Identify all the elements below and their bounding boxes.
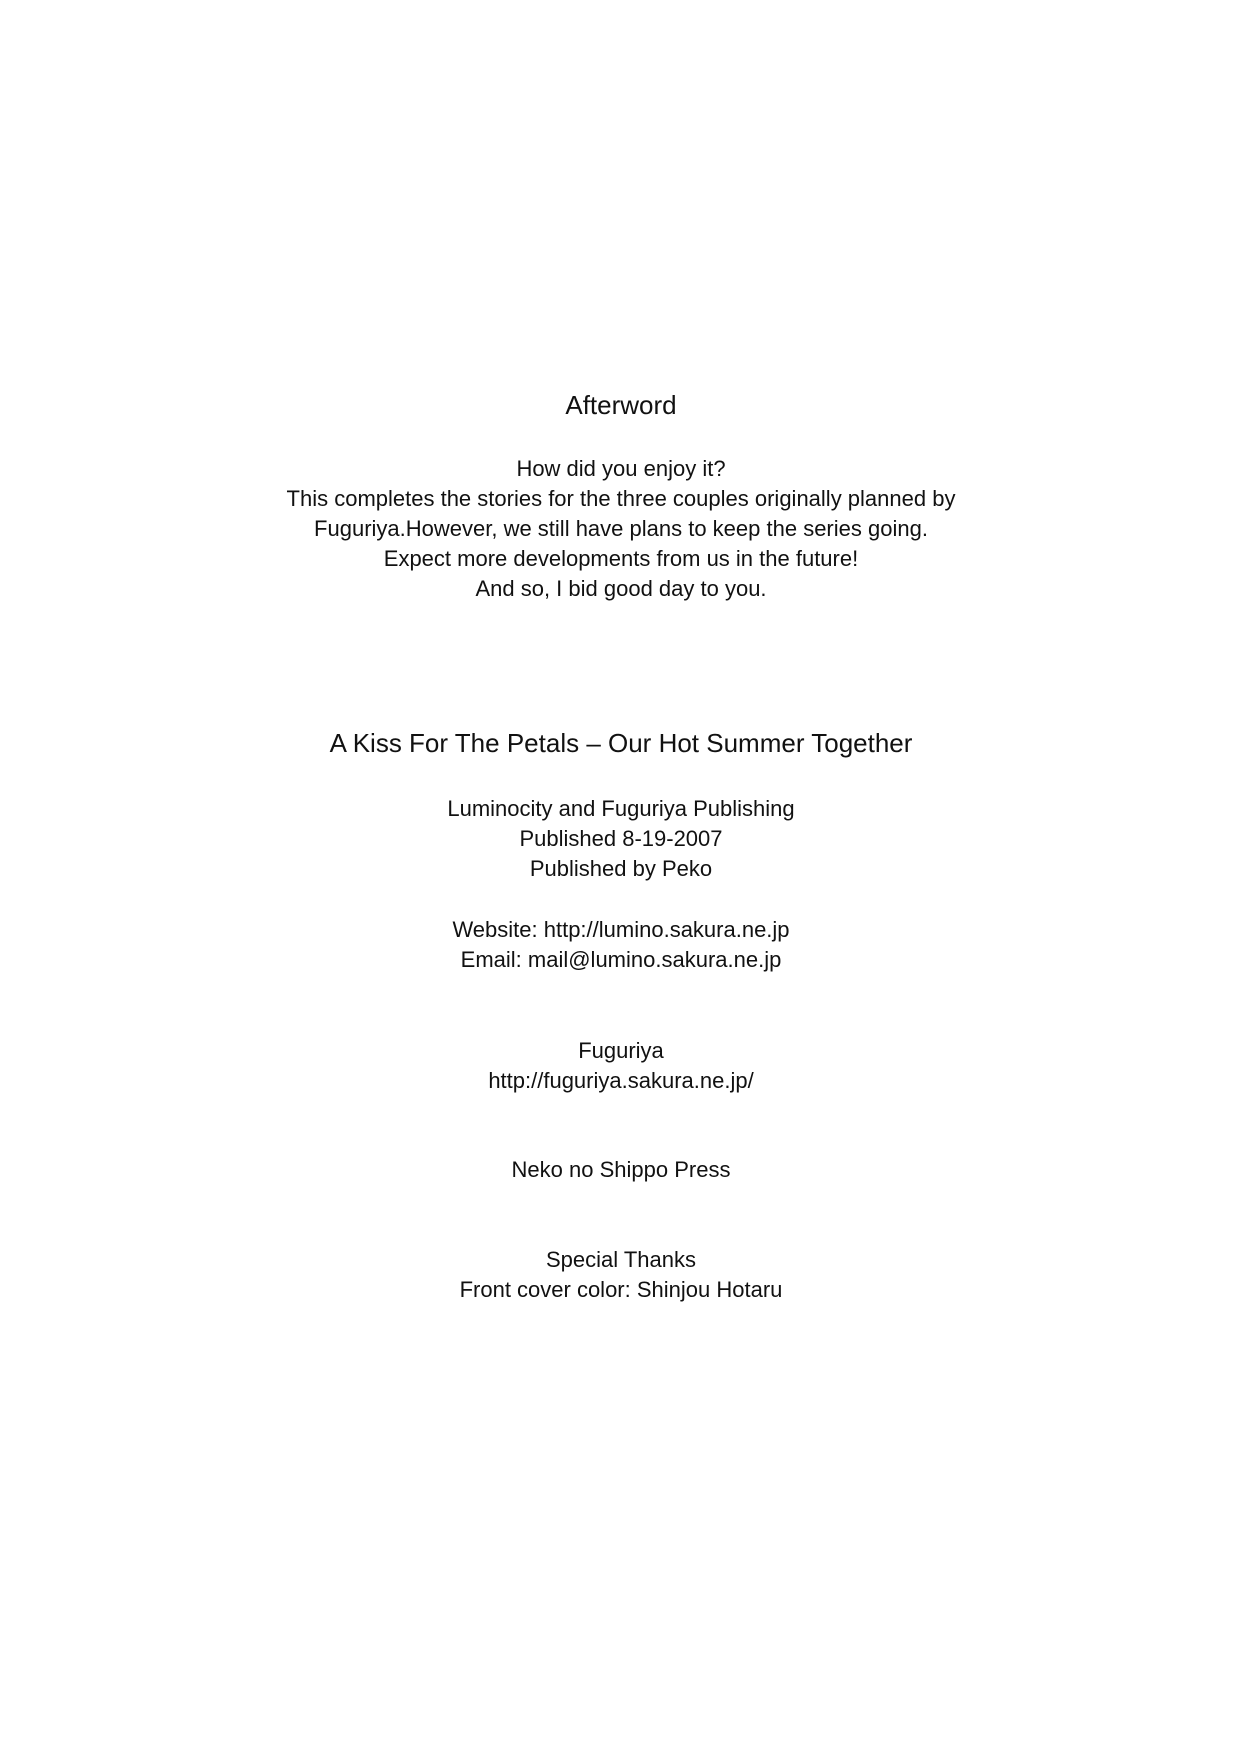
book-title: A Kiss For The Petals – Our Hot Summer Together [329,728,913,758]
publisher-info [0,794,1242,884]
afterword-line: This completes the stories for the three couples originally planned by [286,486,956,511]
press-name: Neko no Shippo Press [511,1157,731,1182]
afterword-line: How did you enjoy it? [516,456,726,481]
thanks-heading: Special Thanks [545,1247,696,1272]
email-text: Email: mail@lumino.sakura.ne.jp [460,947,782,972]
afterword-line: Fuguriya.However, we still have plans to keep the series going. [314,516,928,541]
afterword-line: Expect more developments from us in the future! [383,546,859,571]
press-info [0,1155,1242,1185]
contact-info [0,915,1242,975]
thanks-credit: Front cover color: Shinjou Hotaru [459,1277,783,1302]
fuguriya-url: http://fuguriya.sakura.ne.jp/ [488,1068,754,1093]
special-thanks [0,1245,1242,1305]
publisher-name: Published by Peko [529,856,713,881]
afterword-body [0,454,1242,604]
publisher-line: Luminocity and Fuguriya Publishing [447,796,795,821]
afterword-line: And so, I bid good day to you. [475,576,767,601]
publish-date: Published 8-19-2007 [519,826,723,851]
fuguriya-info [0,1036,1242,1096]
fuguriya-name: Fuguriya [578,1038,664,1063]
afterword-title: Afterword [565,390,677,420]
website-text: Website: http://lumino.sakura.ne.jp [452,917,790,942]
